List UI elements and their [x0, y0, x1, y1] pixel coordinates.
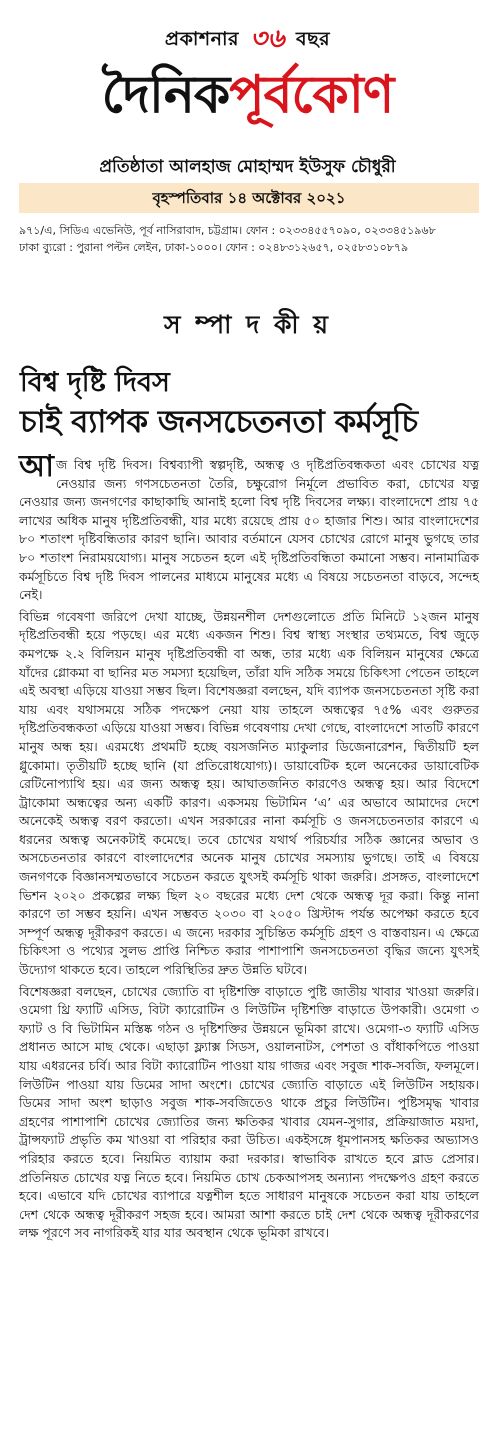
- newspaper-name-second: পূর্বকোণ: [229, 65, 394, 125]
- publication-date: বৃহস্পতিবার ১৪ অক্টোবর ২০২১: [19, 183, 479, 213]
- article-body: [19, 449, 479, 1246]
- article-kicker: বিশ্ব দৃষ্টি দিবস: [20, 367, 170, 398]
- tagline-suffix: বছর: [296, 28, 331, 50]
- drop-cap: আ: [19, 449, 54, 484]
- article-paragraph: বিশেষজ্ঞরা বলছেন, চোখের জ্যোতি বা দৃষ্টিশক্তি বাড়াতে পুষ্টি জাতীয় খাবার খাওয়া জরুরি। ওমেগা থ্রি ফ্যাটি এসিড, বিটা ক্যারোটিন ও লিউটিন দৃষ্টিশক্তি বাড়াতে উপকারী। ওমেগা ৩ ফ্যাট ও বি ভিটামিন মস্তিষ্ক গঠন ও দৃষ্টিশক্তির উন্নয়নে ভূমিকা রাখে। ওমেগা-৩ ফ্যাটি এসিড প্রধানত আসে মাছ থেকে। এছাড়া ফ্ল্যাক্স সিডস, ওয়ালনাটস, পেশতা ও বাঁধাকপিতে পাওয়া যায় এধরনের চর্বি। আর বিটা ক্যারোটিন পাওয়া যায় গাজর এবং সবুজ শাক-সবজি, ফলমূলে। লিউটিন পাওয়া যায় ডিমের সাদা অংশে। চোখের জ্যোতি বাড়াতে এই লিউটিন সহায়ক। ডিমের সাদা অংশ ছাড়াও সবুজ শাক-সবজিতেও থাকে প্রচুর লিউটিন। পুষ্টিসমৃদ্ধ খাবার গ্রহণের পাশাপাশি চোখের জ্যোতির জন্য ক্ষতিকর খাবার যেমন-সুগার, প্রক্রিয়াজাত ময়দা, ট্রান্সফ্যাট প্রভৃতি কম খাওয়া বা পরিহার করা উচিত। একইসঙ্গে ধূমপানসহ ক্ষতিকর অভ্যাসও পরিহার করতে হবে। নিয়মিত ব্যায়াম করা দরকার। স্বাভাবিক রাখতে হবে ব্লাড প্রেসার। প্রতিনিয়ত চোখের যত্ন নিতে হবে। নিয়মিত চোখ চেকআপসহ অন্যান্য পদক্ষেপও গ্রহণ করতে হবে। এভাবে যদি চোখের ব্যাপারে যত্নশীল হতে সাধারণ মানুষকে সচেতন করা যায় তাহলে দেশ থেকে অন্ধত্ব দূরীকরণ সহজ হবে। আমরা আশা করতে চাই দেশ থেকে অন্ধত্ব দূরীকরণের লক্ষ পূরণে সব নাগরিকই যার যার অবস্থান থেকে ভূমিকা রাখবে।: [19, 983, 479, 1241]
- anniversary-tagline: [0, 18, 495, 62]
- address-line-dhaka: ঢাকা ব্যুরো : পুরানা পল্টন লেইন, ঢাকা-১০০০। ফোন : ০২৪৮৩১২৬৫৭, ০২৫৮৩১০৮৭৯: [19, 241, 409, 254]
- address-line-main: ৯৭১/এ, সিডিএ এভেনিউ, পূর্ব নাসিরাবাদ, চট্টগ্রাম। ফোন : ০২৩৩৪৫৫৭০৯০, ০২৩৩৪৫১৯৬৮: [19, 224, 436, 237]
- anniversary-number: ৩৬: [250, 24, 285, 54]
- newspaper-name-first: দৈনিক: [101, 65, 230, 125]
- article-paragraph: বিভিন্ন গবেষণা জরিপে দেখা যাচ্ছে, উন্নয়নশীল দেশগুলোতে প্রতি মিনিটে ১২জন মানুষ দৃষ্টিপ্রতিবন্ধী হয়ে পড়ছে। এর মধ্যে একজন শিশু। বিশ্ব স্বাস্থ্য সংস্থার তথ্যমতে, বিশ্ব জুড়ে কমপক্ষে ২.২ বিলিয়ন মানুষ দৃষ্টিপ্রতিবন্ধী বা অন্ধ, তার মধ্যে এক বিলিয়ন মানুষের ক্ষেত্রে যাঁদের গ্লোকমা বা ছানির মত সমস্যা হয়েছিল, তাঁরা যদি সঠিক সময়ে চিকিৎসা পেতেন তাহলে এই অবস্থা এড়িয়ে যাওয়া সম্ভব ছিল। বিশেষজ্ঞরা বলছেন, যদি ব্যাপক জনসচেতনতা সৃষ্টি করা যায় এবং যথাসময়ে সঠিক পদক্ষেপ নেয়া যায় তাহলে অন্ধত্বের ৭৫% এবং গুরুতর দৃষ্টিপ্রতিবন্ধকতা এড়িয়ে যাওয়া সম্ভব। বিভিন্ন গবেষণায় দেখা গেছে, বাংলাদেশে সাতটি কারণে মানুষ অন্ধ হয়। এরমধ্যে প্রথমটি হচ্ছে বয়সজনিত ম্যাকুলার ডিজেনারেশন, দ্বিতীয়টি হল গ্লুকোমা। তৃতীয়টি হচ্ছে ছানি (যা প্রতিরোধযোগ্য)। ডায়াবেটিক হলে অনেকের ডায়াবেটিক রেটিনোপ্যাথি হয়। এর জন্য অন্ধত্ব হয়। আঘাতজনিত কারণেও অন্ধত্ব হয়। আর বিদেশে ট্রাকোমা অন্ধত্বের অন্য একটি কারণ। একসময় ভিটামিন ‘এ’ এর অভাবে আমাদের দেশে অনেকেই অন্ধত্ব বরণ করতো। এখন সরকারের নানা কর্মসূচি ও জনসচেতনতার কারণে এ ধরনের অন্ধত্ব অনেকটাই কমেছে। তবে চোখের যথার্থ পরিচর্যার সঠিক জ্ঞানের অভাব ও অসচেতনতার কারণে বাংলাদেশের অনেক মানুষ চোখের সমস্যায় ভুগছে। তাই এ বিষয়ে জনগণকে বিজ্ঞানসম্মতভাবে সচেতন করতে যুৎসই কর্মসূচি থাকা জরুরি। প্রসঙ্গত, বাংলাদেশে ভিশন ২০২০ প্রকল্পের লক্ষ্য ছিল ২০ বছরের মধ্যে দেশ থেকে অন্ধত্ব দূর করা। কিন্তু নানা কারণে তা সম্ভব হয়নি। এখন সম্ভবত ২০৩০ বা ২০৫০ খ্রিস্টাব্দ পর্যন্ত অপেক্ষা করতে হবে সম্পূর্ণ অন্ধত্ব দূরীকরণ করতে। এ জন্যে দরকার সুচিন্তিত কর্মসূচি গ্রহণ ও বাস্তবায়ন। এ ক্ষেত্রে চিকিৎসা ও পথ্যের সুলভ প্রাপ্তি নিশ্চিত করার পাশাপাশি জনসচেতনতা বৃদ্ধির জন্যে যুৎসই উদ্যোগ থাকতে হবে। তাহলে পরিস্থিতির দ্রুত উন্নতি ঘটবে।: [19, 608, 479, 978]
- newspaper-logo: [0, 60, 495, 130]
- founder-line: প্রতিষ্ঠাতা আলহাজ মোহাম্মদ ইউসুফ চৌধুরী: [99, 157, 396, 177]
- section-title: স ম্পা দ কী য়: [163, 310, 332, 339]
- article-paragraph: [19, 449, 479, 605]
- article-headline: চাই ব্যাপক জনসচেতনতা কর্মসূচি: [20, 404, 418, 440]
- address-block: [19, 222, 484, 256]
- paragraph-text: জ বিশ্ব দৃষ্টি দিবস। বিশ্বব্যাপী স্বল্পদৃষ্টি, অন্ধত্ব ও দৃষ্টিপ্রতিবন্ধকতা এবং চোখের যত্ন নেওয়ার জন্য গণসচেতনতা তৈরি, চক্ষুরোগ নির্মূলে প্রভাবিত করা, চোখের যত্ন নেওয়ার জন্য জনগণের কাছাকাছি আনাই হলো বিশ্ব দৃষ্টি দিবসের লক্ষ্য। বাংলাদেশে প্রায় ৭৫ লাখের অধিক মানুষ দৃষ্টিপ্রতিবন্ধী, যার মধ্যে রয়েছে প্রায় ৫০ হাজার শিশু। আর বাংলাদেশের ৮০ শতাংশ দৃষ্টিবন্ধিতার কারণ ছানি। আবার বর্তমানে যেসব চোখের রোগে মানুষ ভুগছে তার ৮০ শতাংশ নিরাময়যোগ্য। মানুষ সচেতন হলে এই দৃষ্টিপ্রতিবন্ধিতা কমানো সম্ভব। নানামাত্রিক কর্মসূচিতে বিশ্ব দৃষ্টি দিবস পালনের মাধ্যমে মানুষের মধ্যে এ বিষয়ে সচেতনতা বাড়বে, সন্দেহ নেই।: [19, 457, 479, 603]
- tagline-prefix: প্রকাশনার: [164, 28, 239, 50]
